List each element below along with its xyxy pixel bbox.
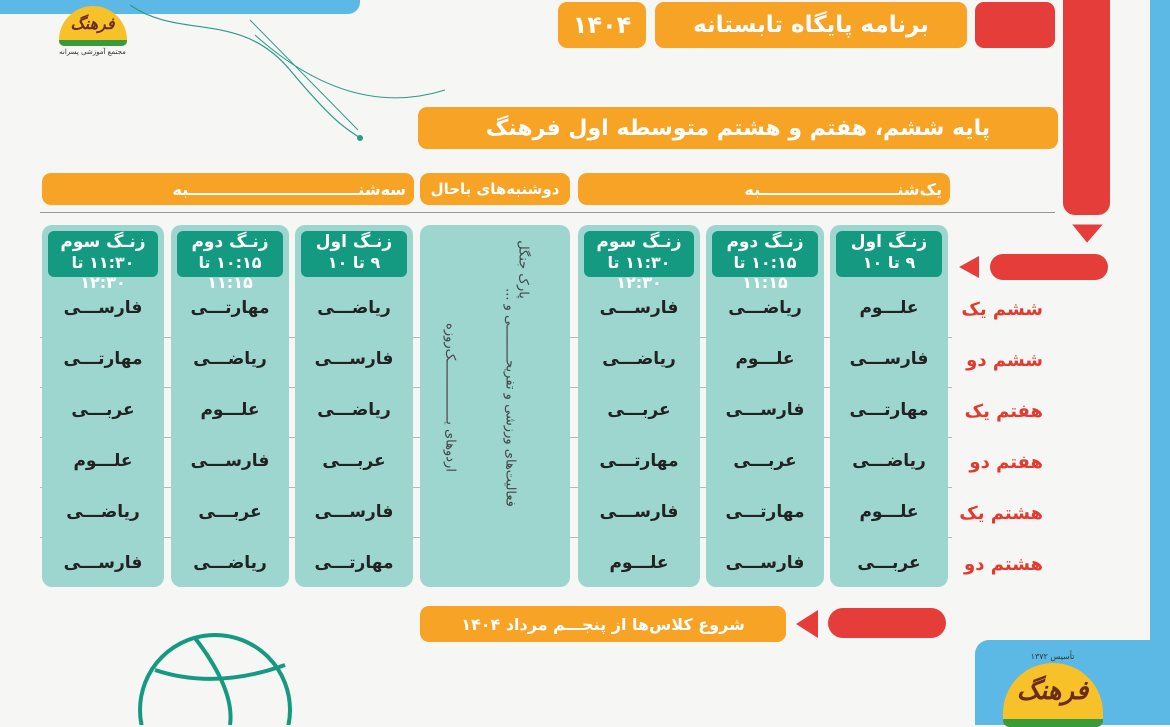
logo-book-icon-large: فرهنگ <box>1003 663 1103 727</box>
tuesday-cell: ریاضـــی <box>193 553 267 573</box>
left-arrow-icon <box>955 253 983 281</box>
sunday-cell: مهارتـــی <box>849 400 929 420</box>
sunday-cell: ریاضـــی <box>602 349 676 369</box>
monday-trips-text: اردوهای یــــــــــــــــک‌روزه <box>442 323 458 472</box>
tuesday-cell: ریاضـــی <box>193 349 267 369</box>
logo-since: تأسیس ۱۳۷۲ <box>1030 652 1075 661</box>
red-vertical-bar <box>1063 0 1110 215</box>
frame-right-bar <box>1150 0 1170 725</box>
tuesday-cell: عربـــی <box>198 502 262 522</box>
sunday-bell-2-header: زنـگ دوم ۱۰:۱۵ تا ۱۱:۱۵ <box>712 231 818 277</box>
tuesday-cell: فارســـی <box>190 451 270 471</box>
day-header-sunday: یک‌شنـــــــــــــــــــــــــبه <box>578 173 950 205</box>
start-date-note: شروع کلاس‌ها از پنجـــم مرداد ۱۴۰۴ <box>420 606 786 642</box>
tuesday-cell: مهارتـــی <box>63 349 143 369</box>
monday-park-text: پارک جنگل <box>515 240 531 299</box>
basketball-icon <box>135 630 295 725</box>
tuesday-bell-2-header: زنـگ دوم ۱۰:۱۵ تا ۱۱:۱۵ <box>177 231 283 277</box>
sunday-cell: فارســـی <box>849 349 929 369</box>
sunday-cell: ریاضـــی <box>852 451 926 471</box>
sunday-bell-1-header: زنـگ اول ۹ تا ۱۰ <box>836 231 942 277</box>
tuesday-cell: ریاضـــی <box>317 298 391 318</box>
note-red-tab <box>828 608 946 638</box>
logo-top-left <box>45 2 140 67</box>
decorative-arc <box>250 30 450 110</box>
tuesday-cell: عربـــی <box>322 451 386 471</box>
row-label-8-1: هشتم یک <box>959 503 1043 524</box>
monday-activities-text: فعالیت‌های ورزشی و تفریحـــــــــی و ... <box>502 288 518 507</box>
day-header-underline <box>40 212 1055 213</box>
sunday-cell: فارســـی <box>599 298 679 318</box>
sunday-cell: عربـــی <box>857 553 921 573</box>
row-label-7-1: هفتم یک <box>964 401 1043 422</box>
sunday-cell: مهارتـــی <box>599 451 679 471</box>
day-header-tuesday: سه‌شنـــــــــــــــــــــــــــــــبه <box>42 173 414 205</box>
sunday-cell: عربـــی <box>607 400 671 420</box>
sunday-cell: علـــوم <box>859 502 919 522</box>
tuesday-cell: فارســـی <box>314 349 394 369</box>
sunday-bell-3-header: زنـگ سوم ۱۱:۳۰ تا ۱۲:۳۰ <box>584 231 694 277</box>
sunday-cell: عربـــی <box>733 451 797 471</box>
tuesday-cell: علـــوم <box>73 451 133 471</box>
title-red-tab <box>975 2 1055 48</box>
sunday-cell: علـــوم <box>609 553 669 573</box>
sunday-cell: علـــوم <box>859 298 919 318</box>
row-label-7-2: هفتم دو <box>969 452 1043 473</box>
tuesday-bell-3-header: زنـگ سوم ۱۱:۳۰ تا ۱۲:۳۰ <box>48 231 158 277</box>
red-arrow-icon <box>1064 215 1110 249</box>
sunday-cell: فارســـی <box>725 400 805 420</box>
logo-bottom-right <box>995 652 1110 722</box>
tuesday-cell: مهارتـــی <box>190 298 270 318</box>
day-header-monday: دوشنبه‌های باحال <box>420 173 570 205</box>
tuesday-cell: ریاضـــی <box>66 502 140 522</box>
page-subtitle: پایه ششم، هفتم و هشتم متوسطه اول فرهنگ <box>418 107 1058 149</box>
row-label-6-1: ششم یک <box>961 299 1043 320</box>
tuesday-cell: علـــوم <box>200 400 260 420</box>
tuesday-cell: فارســـی <box>63 298 143 318</box>
tuesday-cell: مهارتـــی <box>314 553 394 573</box>
sunday-cell: مهارتـــی <box>725 502 805 522</box>
sunday-cell: فارســـی <box>725 553 805 573</box>
row-label-8-2: هشتم دو <box>964 554 1043 575</box>
sunday-cell: ریاضـــی <box>728 298 802 318</box>
title-year-badge: ۱۴۰۴ <box>558 2 646 48</box>
page-title: برنامه پایگاه تابستانه <box>655 2 967 48</box>
sunday-cell: فارســـی <box>599 502 679 522</box>
logo-book-icon: فرهنگ <box>59 6 127 46</box>
sunday-cell: علـــوم <box>735 349 795 369</box>
tuesday-cell: فارســـی <box>314 502 394 522</box>
note-arrow-icon <box>790 606 820 642</box>
row-label-6-2: ششم دو <box>966 350 1043 371</box>
tuesday-cell: ریاضـــی <box>317 400 391 420</box>
bell-row-red-tab <box>990 254 1108 280</box>
tuesday-cell: فارســـی <box>63 553 143 573</box>
logo-subtext: مجتمع آموزشی پسرانه <box>59 48 126 56</box>
tuesday-cell: عربـــی <box>71 400 135 420</box>
tuesday-bell-1-header: زنـگ اول ۹ تا ۱۰ <box>301 231 407 277</box>
